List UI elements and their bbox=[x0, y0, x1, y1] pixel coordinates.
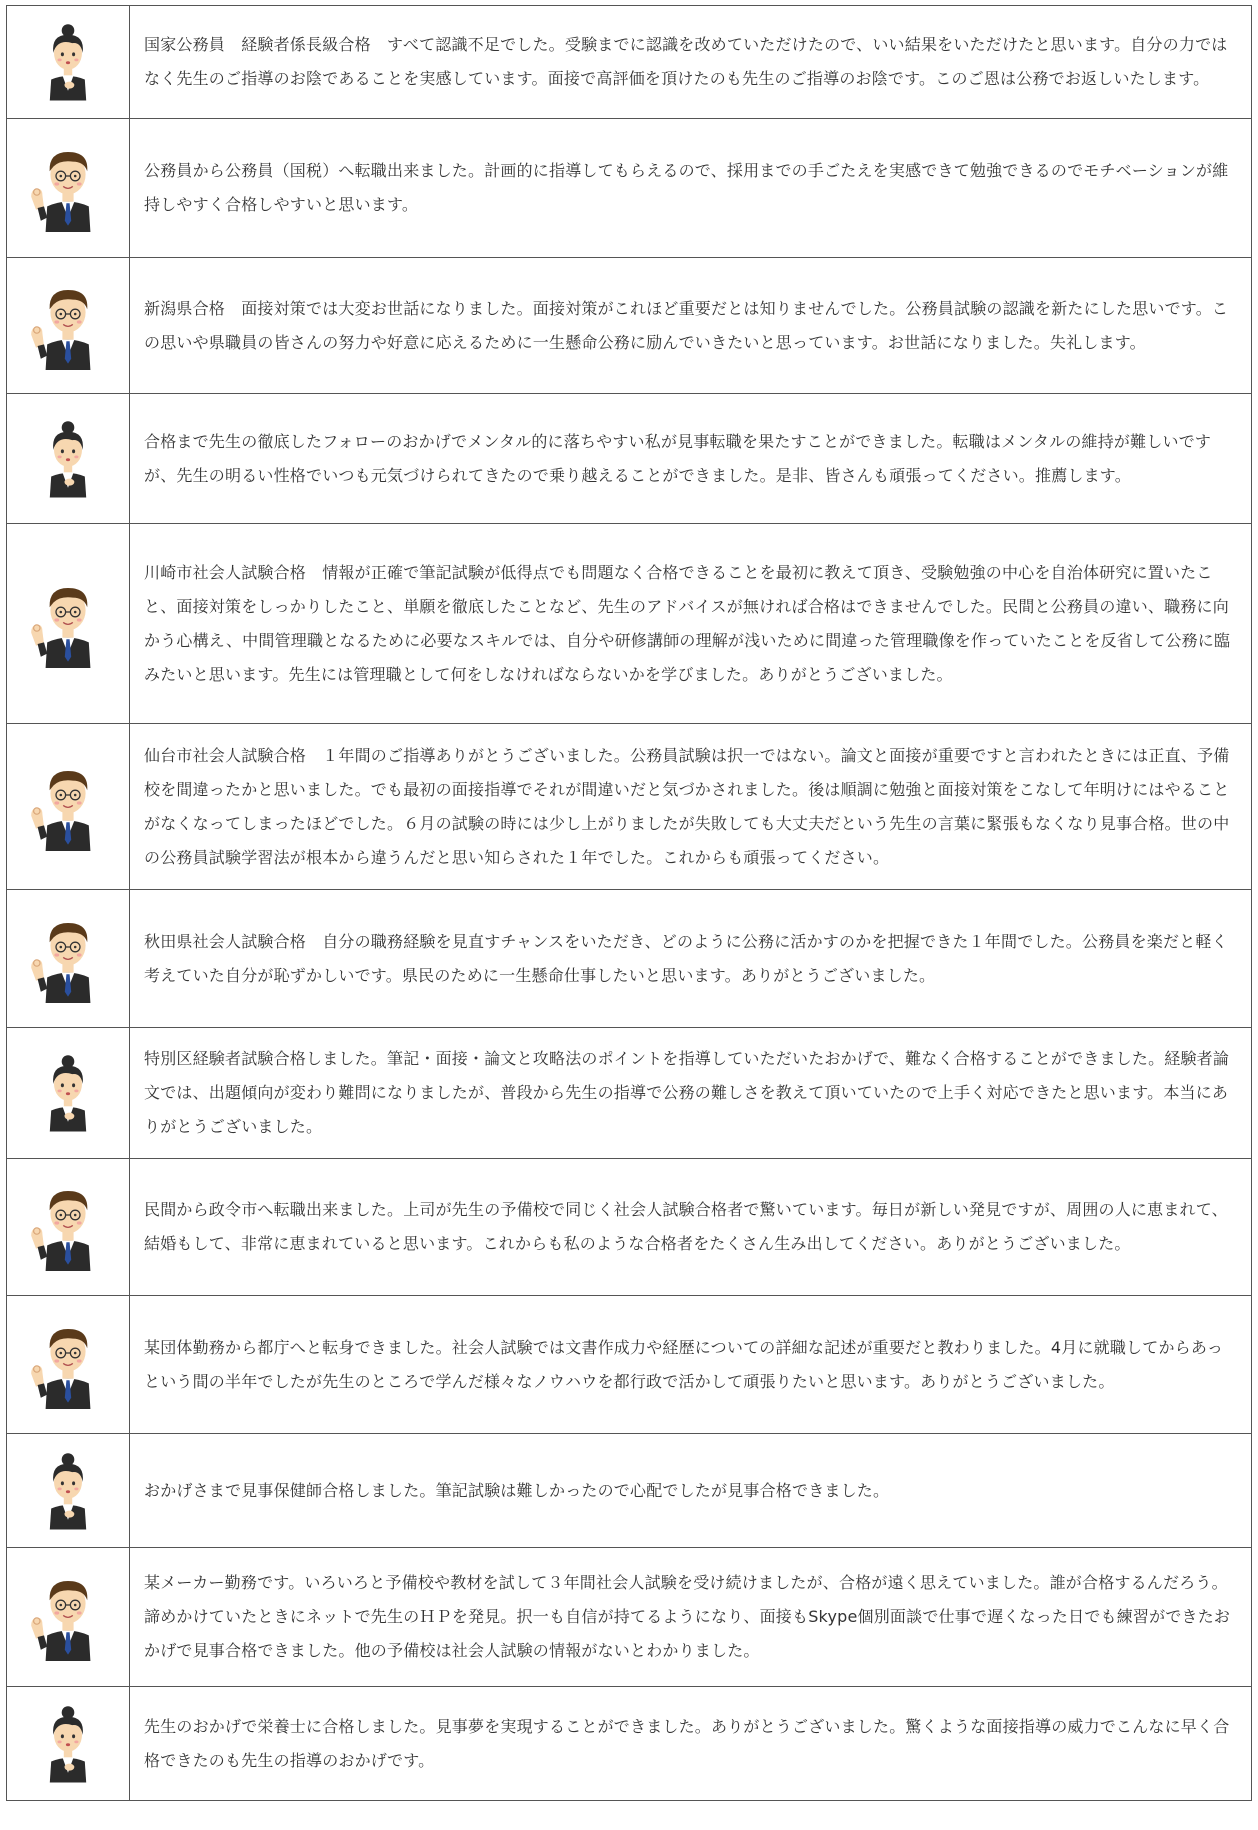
avatar bbox=[7, 1321, 129, 1409]
avatar-cell bbox=[7, 724, 130, 890]
avatar-cell bbox=[7, 6, 130, 119]
table-row bbox=[7, 1548, 1252, 1687]
woman-icon bbox=[33, 1705, 103, 1783]
table-row bbox=[7, 1434, 1252, 1548]
man-ok-icon bbox=[28, 144, 108, 232]
avatar-cell bbox=[7, 1028, 130, 1159]
avatar bbox=[7, 1705, 129, 1783]
testimonial-text: 特別区経験者試験合格しました。筆記・面接・論文と攻略法のポイントを指導していただいたおかげで、難なく合格することができました。経験者論文では、出題傾向が変わり難問になりましたが、普段から先生の指導で公務の難しさを教えて頂いていたので上手く対応できたと思います。本当にありがとうございました。 bbox=[130, 1028, 1252, 1159]
man-ok-icon bbox=[28, 1321, 108, 1409]
table-row bbox=[7, 524, 1252, 724]
avatar-cell bbox=[7, 1687, 130, 1801]
table-row bbox=[7, 119, 1252, 258]
testimonial-text: おかげさまで見事保健師合格しました。筆記試験は難しかったので心配でしたが見事合格できました。 bbox=[130, 1434, 1252, 1548]
testimonials-table bbox=[6, 5, 1252, 1801]
man-ok-icon bbox=[28, 1183, 108, 1271]
avatar bbox=[7, 580, 129, 668]
man-ok-icon bbox=[28, 915, 108, 1003]
avatar-cell bbox=[7, 524, 130, 724]
testimonial-text: 民間から政令市へ転職出来ました。上司が先生の予備校で同じく社会人試験合格者で驚いています。毎日が新しい発見ですが、周囲の人に恵まれて、結婚もして、非常に恵まれていると思います。これからも私のような合格者をたくさん生み出してください。ありがとうございました。 bbox=[130, 1159, 1252, 1296]
avatar-cell bbox=[7, 258, 130, 394]
avatar bbox=[7, 1452, 129, 1530]
table-row bbox=[7, 1687, 1252, 1801]
avatar-cell bbox=[7, 1434, 130, 1548]
avatar bbox=[7, 763, 129, 851]
avatar bbox=[7, 282, 129, 370]
table-row bbox=[7, 394, 1252, 524]
testimonial-text: 某団体勤務から都庁へと転身できました。社会人試験では文書作成力や経歴についての詳細な記述が重要だと教わりました。4月に就職してからあっという間の半年でしたが先生のところで学んだ様々なノウハウを都行政で活かして頑張りたいと思います。ありがとうございました。 bbox=[130, 1296, 1252, 1434]
avatar bbox=[7, 420, 129, 498]
table-row bbox=[7, 258, 1252, 394]
testimonial-text: 仙台市社会人試験合格 １年間のご指導ありがとうございました。公務員試験は択一ではない。論文と面接が重要ですと言われたときには正直、予備校を間違ったかと思いました。でも最初の面接指導でそれが間違いだと気づかされました。後は順調に勉強と面接対策をこなして年明けにはやることがなくなってしまったほどでした。６月の試験の時には少し上がりましたが失敗しても大丈夫だという先生の言葉に緊張もなくなり見事合格。世の中の公務員試験学習法が根本から違うんだと思い知らされた１年でした。これからも頑張ってください。 bbox=[130, 724, 1252, 890]
testimonial-text: 公務員から公務員（国税）へ転職出来ました。計画的に指導してもらえるので、採用までの手ごたえを実感できて勉強できるのでモチベーションが維持しやすく合格しやすいと思います。 bbox=[130, 119, 1252, 258]
table-row bbox=[7, 1296, 1252, 1434]
testimonial-text: 国家公務員 経験者係長級合格 すべて認識不足でした。受験までに認識を改めていただけたので、いい結果をいただけたと思います。自分の力ではなく先生のご指導のお陰であることを実感しています。面接で高評価を頂けたのも先生のご指導のお陰です。このご恩は公務でお返しいたします。 bbox=[130, 6, 1252, 119]
woman-icon bbox=[33, 1054, 103, 1132]
table-row bbox=[7, 724, 1252, 890]
avatar bbox=[7, 1183, 129, 1271]
testimonial-text: 秋田県社会人試験合格 自分の職務経験を見直すチャンスをいただき、どのように公務に活かすのかを把握できた１年間でした。公務員を楽だと軽く考えていた自分が恥ずかしいです。県民のために一生懸命仕事したいと思います。ありがとうございました。 bbox=[130, 890, 1252, 1028]
avatar-cell bbox=[7, 1159, 130, 1296]
table-row bbox=[7, 890, 1252, 1028]
avatar-cell bbox=[7, 394, 130, 524]
avatar bbox=[7, 1573, 129, 1661]
woman-icon bbox=[33, 1452, 103, 1530]
testimonial-text: 某メーカー勤務です。いろいろと予備校や教材を試して３年間社会人試験を受け続けましたが、合格が遠く思えていました。誰が合格するんだろう。諦めかけていたときにネットで先生のＨＰを発見。択一も自信が持てるようになり、面接もSkype個別面談で仕事で遅くなった日でも練習ができたおかげで見事合格できました。他の予備校は社会人試験の情報がないとわかりました。 bbox=[130, 1548, 1252, 1687]
avatar-cell bbox=[7, 119, 130, 258]
table-row bbox=[7, 6, 1252, 119]
woman-icon bbox=[33, 23, 103, 101]
testimonials-body bbox=[7, 6, 1252, 1801]
table-row bbox=[7, 1028, 1252, 1159]
woman-icon bbox=[33, 420, 103, 498]
man-ok-icon bbox=[28, 580, 108, 668]
table-row bbox=[7, 1159, 1252, 1296]
avatar-cell bbox=[7, 890, 130, 1028]
avatar bbox=[7, 23, 129, 101]
testimonial-text: 合格まで先生の徹底したフォローのおかげでメンタル的に落ちやすい私が見事転職を果たすことができました。転職はメンタルの維持が難しいですが、先生の明るい性格でいつも元気づけられてきたので乗り越えることができました。是非、皆さんも頑張ってください。推薦します。 bbox=[130, 394, 1252, 524]
testimonial-text: 先生のおかげで栄養士に合格しました。見事夢を実現することができました。ありがとうございました。驚くような面接指導の威力でこんなに早く合格できたのも先生の指導のおかげです。 bbox=[130, 1687, 1252, 1801]
testimonial-text: 新潟県合格 面接対策では大変お世話になりました。面接対策がこれほど重要だとは知りませんでした。公務員試験の認識を新たにした思いです。この思いや県職員の皆さんの努力や好意に応えるために一生懸命公務に励んでいきたいと思っています。お世話になりました。失礼します。 bbox=[130, 258, 1252, 394]
avatar bbox=[7, 915, 129, 1003]
man-ok-icon bbox=[28, 1573, 108, 1661]
avatar-cell bbox=[7, 1296, 130, 1434]
avatar bbox=[7, 144, 129, 232]
man-ok-icon bbox=[28, 763, 108, 851]
testimonial-text: 川崎市社会人試験合格 情報が正確で筆記試験が低得点でも問題なく合格できることを最初に教えて頂き、受験勉強の中心を自治体研究に置いたこと、面接対策をしっかりしたこと、単願を徹底したことなど、先生のアドバイスが無ければ合格はできませんでした。民間と公務員の違い、職務に向かう心構え、中間管理職となるために必要なスキルでは、自分や研修講師の理解が浅いために間違った管理職像を作っていたことを反省して公務に臨みたいと思います。先生には管理職として何をしなければならないかを学びました。ありがとうございました。 bbox=[130, 524, 1252, 724]
avatar-cell bbox=[7, 1548, 130, 1687]
avatar bbox=[7, 1054, 129, 1132]
man-ok-icon bbox=[28, 282, 108, 370]
